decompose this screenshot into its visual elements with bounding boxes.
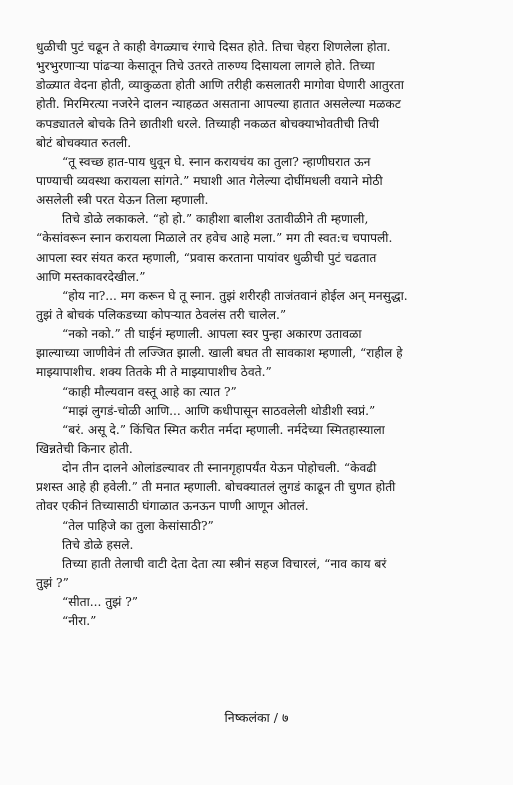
text-line: होती. मिरमिरत्या नजरेने दालन न्याहळत असताना आपल्या हातात असलेल्या मळकट — [36, 97, 401, 112]
text-line: आणि मस्तकावरदेखील.” — [36, 269, 146, 284]
text-line: कपड्यातले बोचके तिने छातीशी धरले. तिच्याही नकळत बोचक्याभोवतीची तिची — [36, 116, 380, 131]
text-line: “तू स्वच्छ हात-पाय धुवून घे. स्नान करायचंय का तुला? न्हाणीघरात ऊन — [62, 154, 371, 169]
text-line: तोवर एकीनं तिच्यासाठी घंगाळात ऊनऊन पाणी आणून ओतलं. — [36, 499, 309, 514]
text-line: झाल्याच्या जाणीवेनं ती लज्जित झाली. खाली बघत ती सावकाश म्हणाली, “राहील हे — [36, 346, 403, 361]
text-line: तिचे डोळे हसले. — [62, 537, 134, 552]
text-line: “तेल पाहिजे का तुला केसांसाठी?” — [62, 518, 214, 533]
page-footer: निष्कलंका / ७ — [224, 710, 289, 725]
text-line: प्रशस्त आहे ही हवेली.” ती मनात म्हणाली. बोचक्यातलं लुगडं काढून ती चुणत होती — [36, 480, 396, 495]
text-line: तुझं ?” — [36, 575, 69, 590]
text-line: खिन्नतेची किनार होती. — [36, 441, 133, 456]
text-line: भुरभुरणाऱ्या पांढऱ्या केसातून तिचे उतरते तारुण्य दिसायला लागले होते. तिच्या — [36, 59, 375, 74]
text-line: डोळ्यात वेदना होती, व्याकुळता होती आणि तरीही कसलातरी मागोवा घेणारी आतुरता — [36, 78, 404, 93]
text-line: असलेली स्त्री परत येऊन तिला म्हणाली. — [36, 193, 209, 208]
text-line: “काही मौल्यवान वस्तू आहे का त्यात ?” — [62, 384, 237, 399]
text-line: बोटं बोचक्यात रुतली. — [36, 135, 132, 150]
text-line: “बरं. असू दे.” किंचित स्मित करीत नर्मदा म्हणाली. नर्मदेच्या स्मितहास्याला — [62, 422, 385, 437]
text-line: तुझं ते बोचकं पलिकडच्या कोपऱ्यात ठेवलंस तरी चालेल.” — [36, 307, 287, 322]
text-line: तिचे डोळे लकाकले. “हो हो.” काहीशा बालीश उतावीळीने ती म्हणाली, — [62, 212, 369, 227]
text-line: माझ्यापाशीच. शक्य तितके मी ते माझ्यापाशीच ठेवते.” — [36, 365, 272, 380]
text-line: “सीता... तुझं ?” — [62, 595, 139, 610]
text-line: आपला स्वर संयत करत म्हणाली, “प्रवास करताना पायांवर धुळीची पुटं चढतात — [36, 250, 377, 265]
text-line: “केसांवरून स्नान करायला मिळाले तर हवेच आहे मला.” मग ती स्वत:च चपापली. — [36, 231, 393, 246]
text-line: तिच्या हाती तेलाची वाटी देता देता त्या स्त्रीनं सहज विचारलं, “नाव काय बरं — [62, 556, 387, 571]
text-line: पाण्याची व्यवस्था करायला सांगते.” मघाशी आत गेलेल्या दोघींमधली वयाने मोठी — [36, 173, 383, 188]
text-line: “नको नको.” ती घाईनं म्हणाली. आपला स्वर पुन्हा अकारण उतावळा — [62, 327, 362, 342]
text-line: “माझं लुगडं-चोळी आणि... आणि कधीपासून साठवलेली थोडीशी स्वप्नं.” — [62, 403, 376, 418]
text-line: “नीरा.” — [62, 614, 97, 629]
text-line: दोन तीन दालने ओलांडल्यावर ती स्नानगृहापर्यंत येऊन पोहोचली. “केवढी — [62, 461, 377, 476]
text-line: “होय ना?... मग करून घे तू स्नान. तुझं शरीरही ताजंतवानं होईल अन् मनसुद्धा. — [62, 288, 408, 303]
body-text — [36, 38, 482, 631]
text-line: धुळीची पुटं चढून ते काही वेगळ्याच रंगाचे दिसत होते. तिचा चेहरा शिणलेला होता. — [36, 40, 391, 54]
